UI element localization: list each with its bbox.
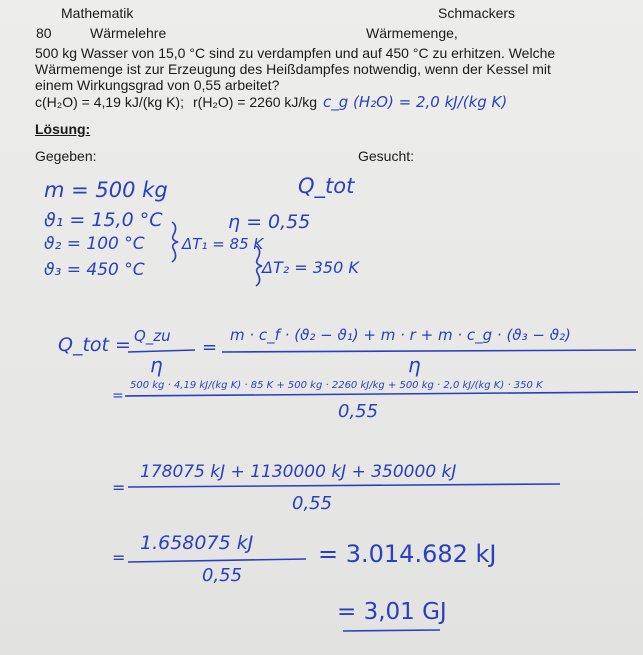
exercise-number: 80	[36, 25, 52, 41]
given-theta3: ϑ₃ = 450 °C	[44, 260, 145, 280]
eq1-frac-den: η	[150, 353, 163, 377]
problem-line-1: 500 kg Wasser von 15,0 °C sind zu verdampfen und auf 450 °C zu erhitzen. Welche	[35, 45, 556, 61]
loesung-heading: Lösung:	[35, 121, 91, 137]
eq3-num: 178075 kJ + 1130000 kJ + 350000 kJ	[140, 462, 457, 482]
given-delta-t1: ΔT₁ = 85 K	[182, 235, 264, 253]
eq1-rhs-den: η	[408, 353, 421, 377]
gesucht-label: Gesucht:	[358, 148, 415, 164]
problem-line-2: Wärmemenge ist zur Erzeugung des Heißdampfes notwendig, wenn der Kessel mit	[35, 61, 551, 77]
given-delta-t2: ΔT₂ = 350 K	[262, 258, 359, 277]
eq4-num: 1.658075 kJ	[140, 532, 254, 554]
eq1-eq-sign: =	[202, 337, 218, 358]
eq1-lhs: Q_tot =	[58, 334, 131, 356]
constant-r: r(H₂O) = 2260 kJ/kg	[193, 94, 318, 110]
author-label: Schmackers	[438, 5, 516, 21]
constant-c: c(H₂O) = 4,19 kJ/(kg K);	[35, 94, 184, 110]
subject-label: Mathematik	[61, 5, 134, 21]
given-theta2: ϑ₂ = 100 °C	[44, 234, 145, 254]
given-eta: η = 0,55	[228, 211, 311, 233]
gegeben-label: Gegeben:	[35, 148, 97, 164]
given-theta1: ϑ₁ = 15,0 °C	[44, 209, 163, 231]
sought-q-tot: Q_tot	[298, 174, 355, 198]
eq2-eq-sign: =	[112, 388, 124, 404]
handwritten-cg-note: c_g (H₂O) = 2,0 kJ/(kg K)	[323, 93, 508, 111]
eq4-eq-sign: =	[112, 548, 126, 567]
topic-label: Wärmelehre	[90, 25, 167, 41]
eq4-result: = 3.014.682 kJ	[318, 540, 497, 568]
eq3-den: 0,55	[292, 493, 333, 514]
eq1-frac-num: Q_zu	[134, 327, 171, 345]
eq2-den: 0,55	[338, 401, 379, 422]
eq1-rhs-num: m · c_f · (ϑ₂ − ϑ₁) + m · r + m · c_g · (ϑ₃ − ϑ₂)	[230, 326, 571, 344]
eq2-num: 500 kg · 4,19 kJ/(kg K) · 85 K + 500 kg · 2260 kJ/kg + 500 kg · 2,0 kJ/(kg K) · 350 K	[130, 380, 543, 391]
eq4-den: 0,55	[202, 565, 243, 586]
given-mass: m = 500 kg	[44, 178, 168, 202]
problem-line-3: einem Wirkungsgrad von 0,55 arbeitet?	[35, 77, 280, 93]
final-result: = 3,01 GJ	[337, 599, 447, 625]
subtopic-label: Wärmemenge,	[366, 25, 458, 41]
eq3-eq-sign: =	[112, 478, 126, 497]
